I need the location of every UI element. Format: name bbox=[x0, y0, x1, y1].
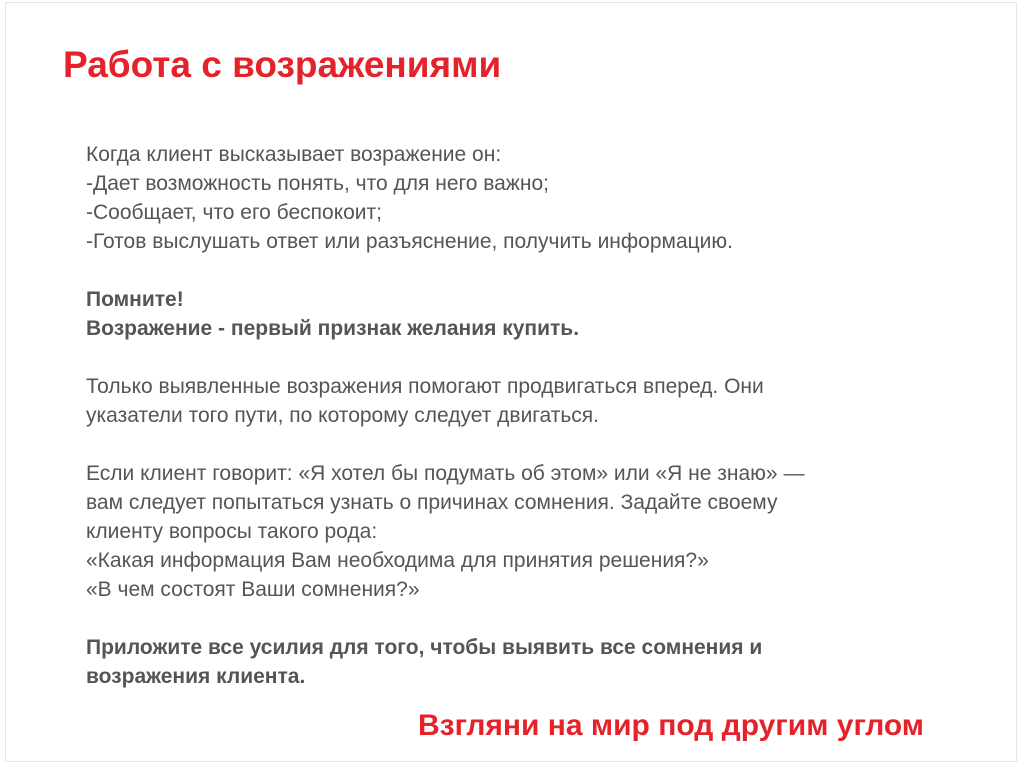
pointers-line: Только выявленные возражения помогают продвигаться вперед. Они bbox=[86, 375, 764, 398]
intro-item: -Дает возможность понять, что для него важно; bbox=[86, 172, 549, 195]
example-line: клиенту вопросы такого рода: bbox=[86, 520, 378, 543]
intro-block bbox=[86, 140, 906, 256]
intro-lead: Когда клиент высказывает возражение он: bbox=[86, 143, 502, 166]
example-line: Если клиент говорит: «Я хотел бы подумать об этом» или «Я не знаю» — bbox=[86, 462, 805, 485]
slogan: Взгляни на мир под другим углом bbox=[418, 709, 924, 742]
slide bbox=[5, 2, 1017, 762]
slide-title: Работа с возражениями bbox=[63, 44, 502, 85]
intro-item: -Готов выслушать ответ или разъяснение, получить информацию. bbox=[86, 230, 734, 253]
conclusion-line: Приложите все усилия для того, чтобы выявить все сомнения и bbox=[86, 636, 763, 659]
conclusion-line: возражения клиента. bbox=[86, 665, 306, 688]
example-question: «В чем состоят Ваши сомнения?» bbox=[86, 578, 420, 601]
pointers-block bbox=[86, 372, 906, 430]
example-line: вам следует попытаться узнать о причинах сомнения. Задайте своему bbox=[86, 491, 778, 514]
example-block bbox=[86, 459, 906, 604]
remember-heading: Помните! bbox=[86, 288, 184, 311]
example-question: «Какая информация Вам необходима для принятия решения?» bbox=[86, 549, 709, 572]
intro-item: -Сообщает, что его беспокоит; bbox=[86, 201, 382, 224]
slide-content bbox=[86, 140, 906, 691]
remember-statement: Возражение - первый признак желания купить. bbox=[86, 317, 580, 340]
pointers-line: указатели того пути, по которому следует двигаться. bbox=[86, 404, 599, 427]
remember-block bbox=[86, 285, 906, 343]
conclusion-block bbox=[86, 633, 906, 691]
